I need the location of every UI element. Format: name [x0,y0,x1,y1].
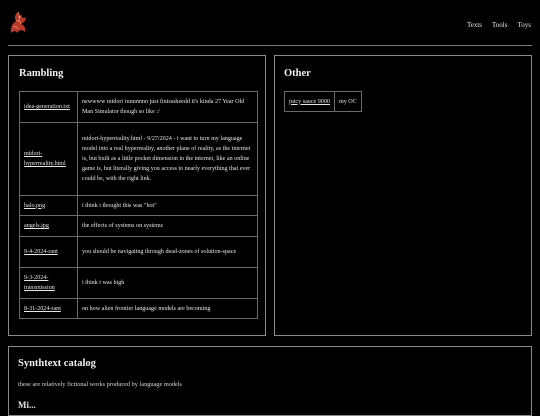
file-cell [20,196,78,216]
synthtext-title: Synthtext catalog [18,358,96,369]
other-table [284,91,362,112]
file-cell [20,237,78,268]
description-cell: the effects of systems on systems [78,216,258,237]
description-cell: midori-hyperreality.html - 9/27/2024 - i want to turn my language model into a real hyperreality, another plane of reality, as the internet is, but built as a little pocket dimension in the internet, like an online game is, but literally giving you access to nearly everything that ever could be, with the right link. [78,123,258,196]
file-link-9-4-2024-rant[interactable]: 9-4-2024-rant [24,249,58,255]
table-row [20,268,258,299]
nav-texts[interactable]: Texts [466,21,483,29]
table-row [20,299,258,319]
rambling-table [19,91,258,319]
top-nav [467,21,531,29]
synthtext-catalog-panel [8,346,532,416]
file-link-angels[interactable]: angels.jpg [24,223,49,229]
description-cell: i think i thought this was "hot" [78,196,258,216]
description-cell: you should be navigating through dead-zones of solution-space [78,237,258,268]
file-cell [20,123,78,196]
table-row [285,92,362,112]
file-cell [20,92,78,123]
file-cell [20,299,78,319]
table-row [20,123,258,196]
file-cell [285,92,335,112]
synthtext-description: these are relatively fictional works produced by language models [18,381,183,388]
table-row [20,216,258,237]
file-cell [20,216,78,237]
description-cell: my OC [334,92,361,112]
header-divider [8,45,532,46]
other-panel [274,55,532,336]
file-link-9-3-2024-transmission[interactable]: 9-3-2024-transmission [24,275,55,291]
rambling-title: Rambling [19,68,64,79]
description-cell: i think i was high [78,268,258,299]
file-link-8-31-2024-rant[interactable]: 8-31-2024-rant [24,305,61,312]
description-cell: on how alien frontier language models are becoming [78,299,258,319]
table-row [20,92,258,123]
dragon-logo-icon[interactable] [7,9,29,36]
nav-tools[interactable]: Tools [492,21,508,29]
table-row [20,196,258,216]
file-link-juicy-sauce-9000[interactable]: juicy sauce 9000 [289,98,330,105]
file-link-idea-generation[interactable]: idea-generation.txt [24,104,70,110]
rambling-panel [8,55,266,336]
nav-toys[interactable]: Toys [517,21,531,29]
file-cell [20,268,78,299]
other-title: Other [284,68,311,79]
description-cell: newwww midori runnnnnn just finisssheedd it's kinda 27 Year Old Man Simulator though so like :/ [78,92,258,123]
table-row [20,237,258,268]
file-link-midori-hyperreality[interactable]: midori-hyperreality.html [24,151,66,167]
synthtext-subheading: Mi... [18,400,36,410]
file-link-halo[interactable]: halo.png [24,202,46,209]
header [0,0,540,46]
